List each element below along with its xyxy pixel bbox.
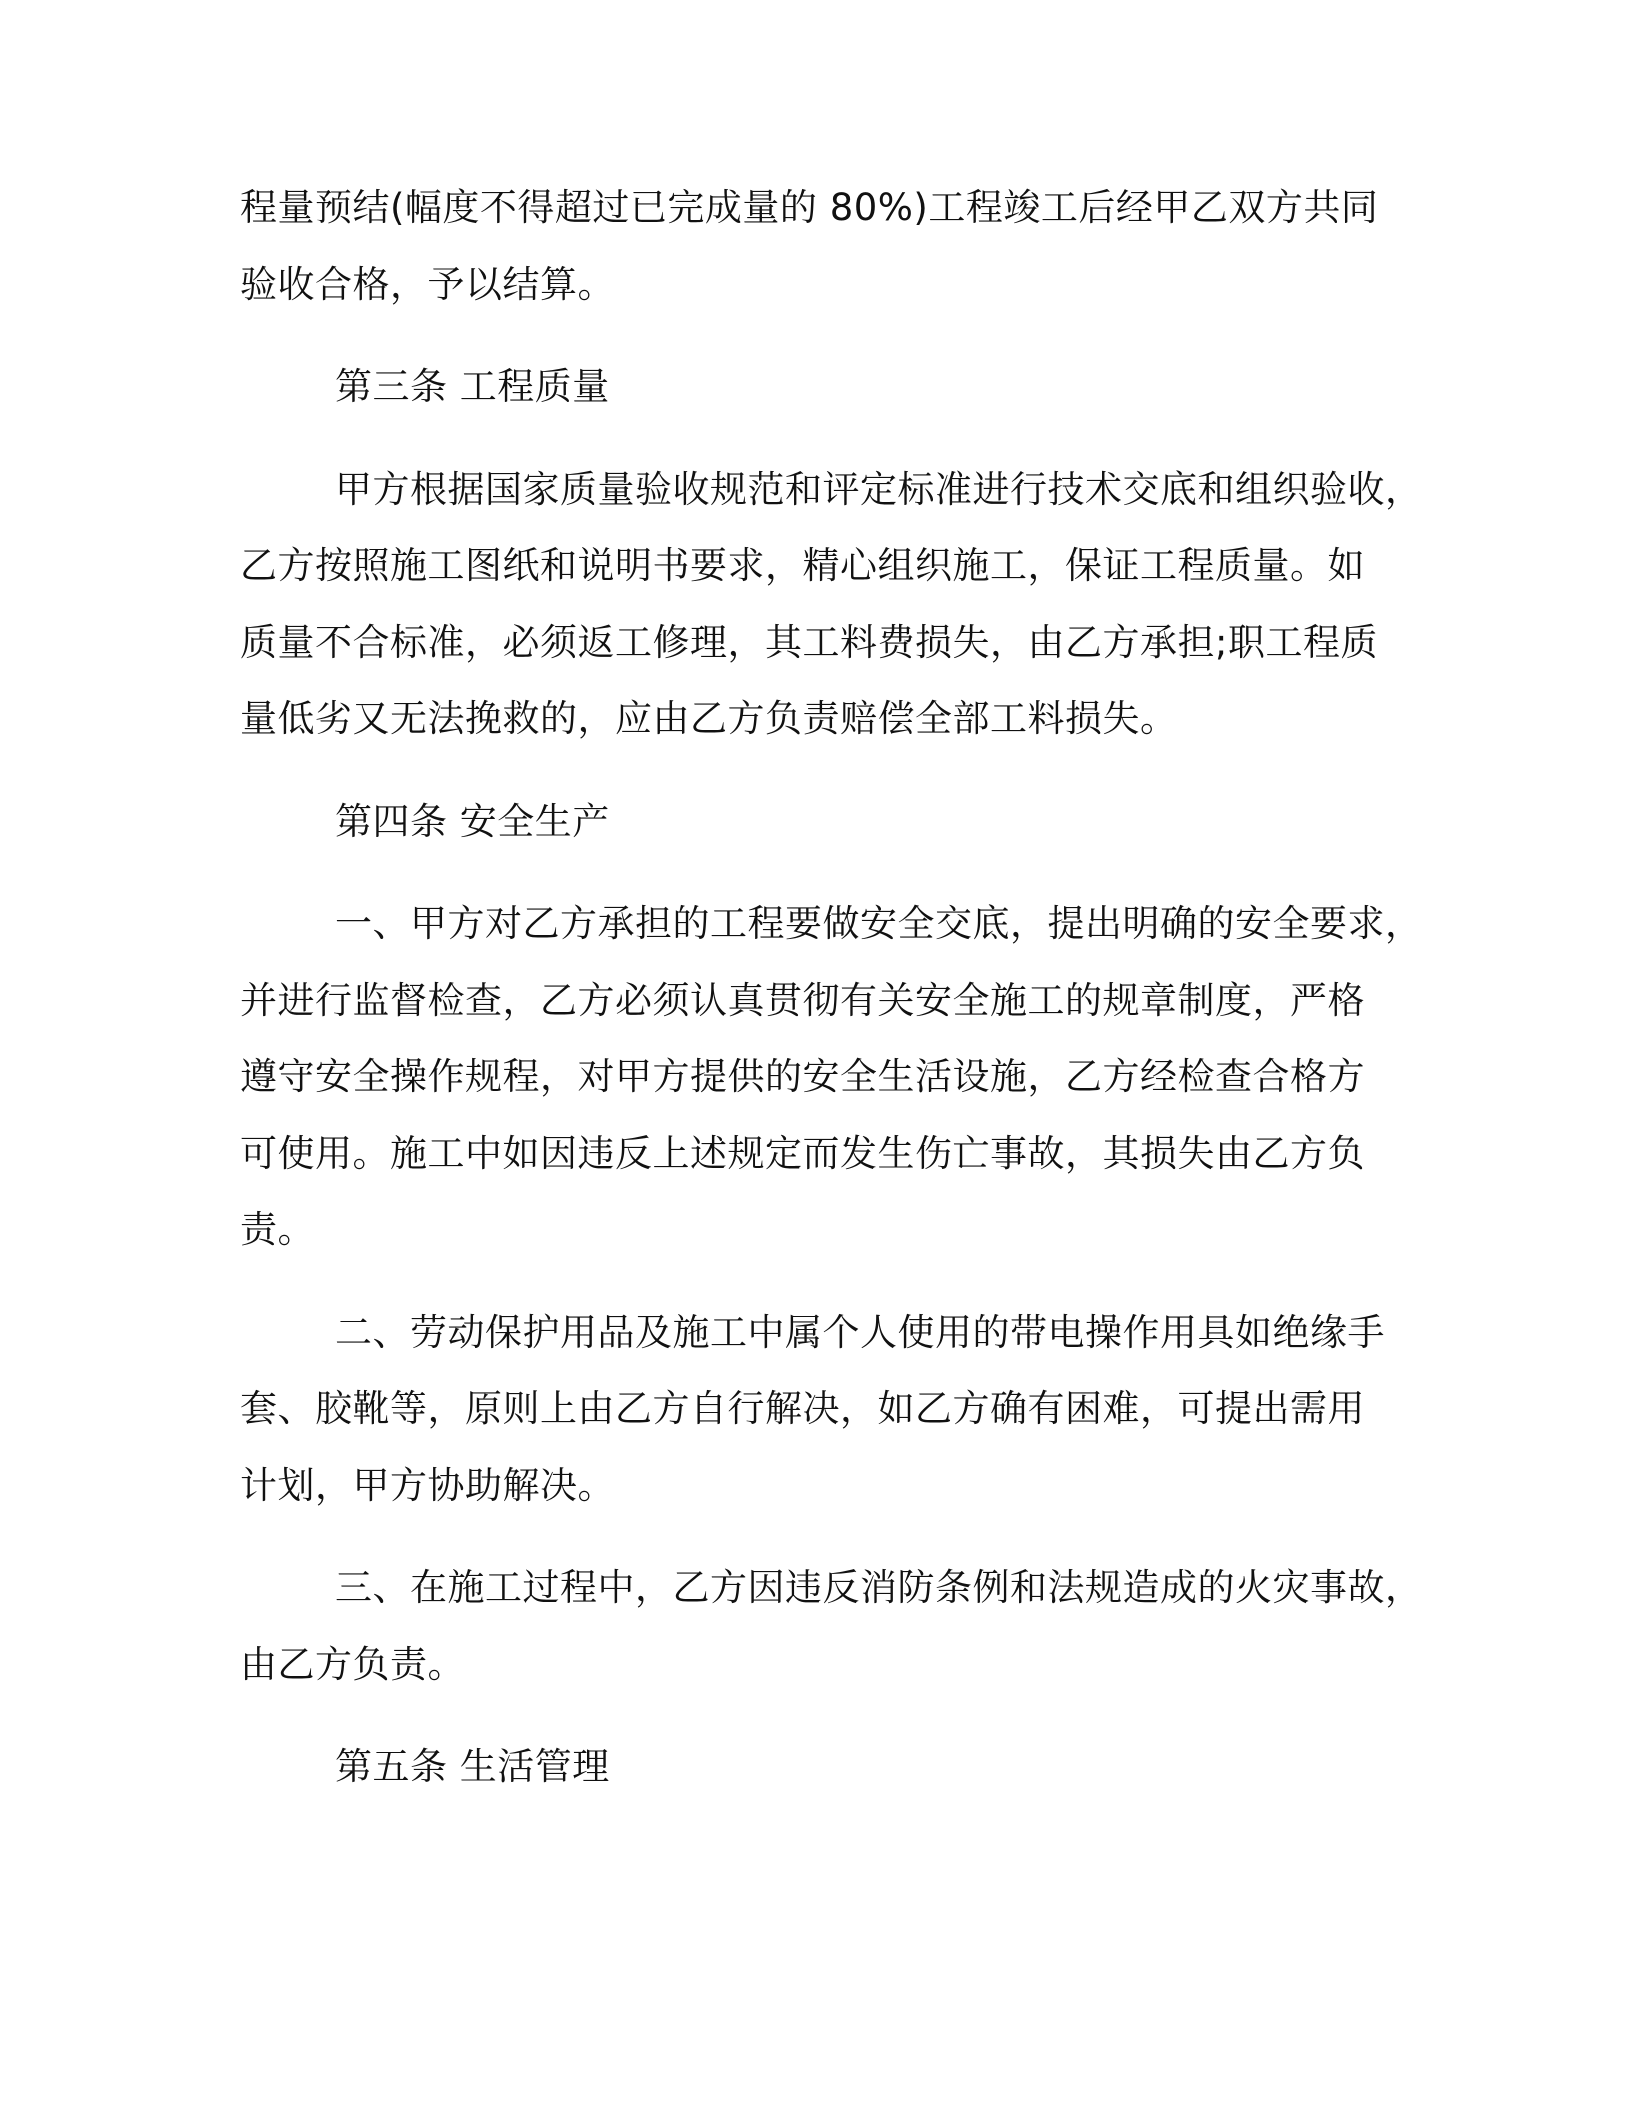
paragraph-gap: [240, 860, 1400, 886]
paragraph-gap: [240, 1703, 1400, 1729]
section-heading-article-3: 第三条 工程质量: [335, 365, 610, 408]
section-heading-article-4: 第四条 安全生产: [335, 799, 610, 843]
paragraph-gap: [240, 1269, 1400, 1295]
paragraph-gap: [240, 758, 1400, 784]
document-page: [240, 170, 1423, 1806]
paragraph-gap: [240, 426, 1400, 452]
text-line: 并进行监督检查，乙方必须认真贯彻有关安全施工的规章制度，严格: [240, 978, 1365, 1022]
paragraph-gap: [240, 1524, 1400, 1550]
text-line: 乙方按照施工图纸和说明书要求，精心组织施工，保证工程质量。如: [240, 544, 1365, 587]
text-line: 量低劣又无法挽救的，应由乙方负责赔偿全部工料损失。: [240, 697, 1178, 740]
text-line: 一、甲方对乙方承担的工程要做安全交底，提出明确的安全要求，: [335, 902, 1423, 945]
text-line: 可使用。施工中如因违反上述规定而发生伤亡事故，其损失由乙方负: [240, 1131, 1365, 1175]
text-line: 程量预结(幅度不得超过已完成量的 80%)工程竣工后经甲乙双方共同: [240, 186, 1379, 229]
text-line: 二、劳动保护用品及施工中属个人使用的带电操作用具如绝缘手: [335, 1310, 1385, 1354]
text-line: 验收合格，予以结算。: [240, 262, 615, 306]
text-line: 质量不合标准，必须返工修理，其工料费损失，由乙方承担;职工程质: [240, 620, 1378, 664]
text-line: 遵守安全操作规程，对甲方提供的安全生活设施，乙方经检查合格方: [240, 1055, 1365, 1098]
section-heading-article-5: 第五条 生活管理: [335, 1745, 610, 1788]
text-line: 甲方根据国家质量验收规范和评定标准进行技术交底和组织验收，: [335, 467, 1423, 511]
text-line: 责。: [240, 1208, 315, 1251]
paragraph-gap: [240, 323, 1400, 349]
text-line: 计划，甲方协助解决。: [240, 1463, 615, 1507]
text-line: 套、胶靴等，原则上由乙方自行解决，如乙方确有困难，可提出需用: [240, 1387, 1365, 1430]
text-line: 由乙方负责。: [240, 1642, 465, 1686]
text-line: 三、在施工过程中，乙方因违反消防条例和法规造成的火灾事故，: [335, 1566, 1423, 1609]
